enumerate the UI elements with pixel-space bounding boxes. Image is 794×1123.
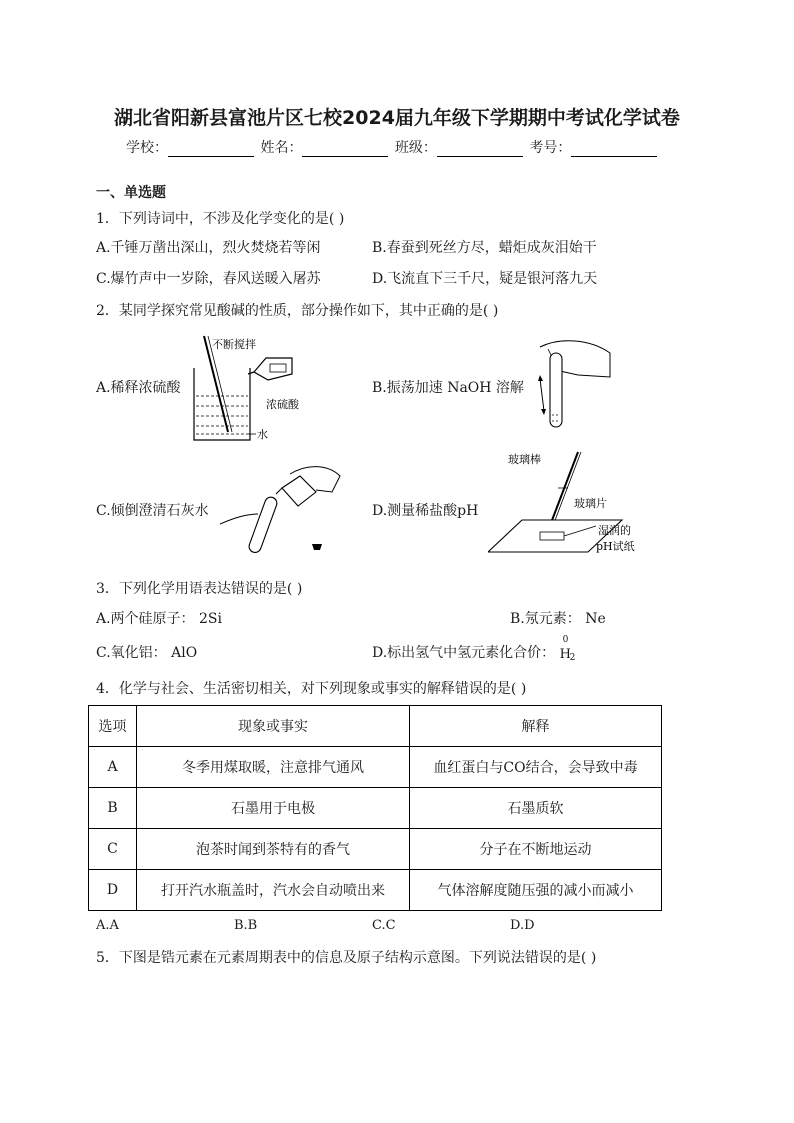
q1-option-a: A.千锤万凿出深山，烈火焚烧若等闲 [96,240,321,256]
q4-stem: 4．化学与社会、生活密切相关，对下列现象或事实的解释错误的是( ) [96,681,527,697]
row-c-phenomenon: 泡茶时闻到茶特有的香气 [137,829,410,870]
class-blank [437,142,523,157]
fig-a-stir-label: 不断搅拌 [212,338,256,351]
page-title: 湖北省阳新县富池片区七校2024届九年级下学期期中考试化学试卷 [114,107,680,129]
q4-table [88,705,662,911]
q2-stem: 2．某同学探究常见酸碱的性质，部分操作如下，其中正确的是( ) [96,303,499,319]
q3-valence: 0 [562,635,569,645]
q1-option-c: C.爆竹声中一岁除，春风送暖入屠苏 [96,271,321,287]
q3-option-a: A.两个硅原子： 2Si [96,611,222,627]
q1-option-d: D.飞流直下三千尺，疑是银河落九天 [372,271,598,287]
row-d-phenomenon: 打开汽水瓶盖时，汽水会自动喷出来 [137,870,410,911]
name-blank [302,142,388,157]
name-label: 姓名： [260,140,303,156]
number-label: 考号： [529,140,572,156]
q5-stem: 5．下图是锆元素在元素周期表中的信息及原子结构示意图。下列说法错误的是( ) [96,950,597,966]
row-a-phenomenon: 冬季用煤取暖，注意排气通风 [137,747,410,788]
school-label: 学校： [126,140,168,156]
q3-option-d [372,635,578,663]
row-b-phenomenon: 石墨用于电极 [137,788,410,829]
q4-option-c: C.C [372,918,396,933]
fig-d-paper-label: pH试纸 [596,540,635,553]
q2-option-d: D.测量稀盐酸pH [372,503,479,519]
q2-option-b: B.振荡加速 NaOH 溶解 [372,380,524,396]
table-row [89,870,662,911]
figure-shake-tube [530,335,615,435]
figure-dilute-acid [190,328,320,448]
q4-option-d: D.D [510,918,535,933]
school-blank [168,142,254,157]
q3-subscript: 2 [569,653,576,663]
header-explanation: 解释 [410,706,662,747]
q3-option-c: C.氧化铝： AlO [96,645,198,661]
header-option: 选项 [89,706,137,747]
q4-option-b: B.B [234,918,258,933]
q4-option-a: A.A [96,918,119,933]
student-info-line [126,137,659,157]
q2-option-a: A.稀释浓硫酸 [96,380,181,396]
q2-option-c: C.倾倒澄清石灰水 [96,503,209,519]
row-c-explanation: 分子在不断地运动 [410,829,662,870]
q3-option-d-text: D.标出氢气中氢元素化合价： [372,645,556,661]
row-c-option: C [89,829,137,870]
row-a-explanation: 血红蛋白与CO结合，会导致中毒 [410,747,662,788]
row-a-option: A [89,747,137,788]
q3-stem: 3．下列化学用语表达错误的是( ) [96,581,303,597]
q3-formula [559,635,578,663]
table-row [89,747,662,788]
table-row [89,829,662,870]
q1-stem: 1．下列诗词中，不涉及化学变化的是( ) [96,211,345,227]
fig-a-water-label: 水 [257,428,268,441]
row-b-option: B [89,788,137,829]
figure-pour-limewater [220,462,350,557]
row-d-option: D [89,870,137,911]
table-header-row [89,706,662,747]
fig-d-rod-label: 玻璃棒 [508,453,541,466]
fig-a-acid-label: 浓硫酸 [266,398,299,411]
header-phenomenon: 现象或事实 [137,706,410,747]
fig-d-wet-label: 湿润的 [598,524,631,537]
section-heading: 一、单选题 [96,185,166,201]
number-blank [571,142,657,157]
q1-option-b: B.春蚕到死丝方尽，蜡炬成灰泪始干 [372,240,597,256]
row-d-explanation: 气体溶解度随压强的减小而减小 [410,870,662,911]
table-row [89,788,662,829]
class-label: 班级： [394,140,437,156]
fig-d-glass-label: 玻璃片 [574,497,607,510]
figure-measure-ph [488,450,668,560]
q3-option-b: B.氖元素： Ne [510,611,606,627]
row-b-explanation: 石墨质软 [410,788,662,829]
q3-element: H [559,647,571,662]
